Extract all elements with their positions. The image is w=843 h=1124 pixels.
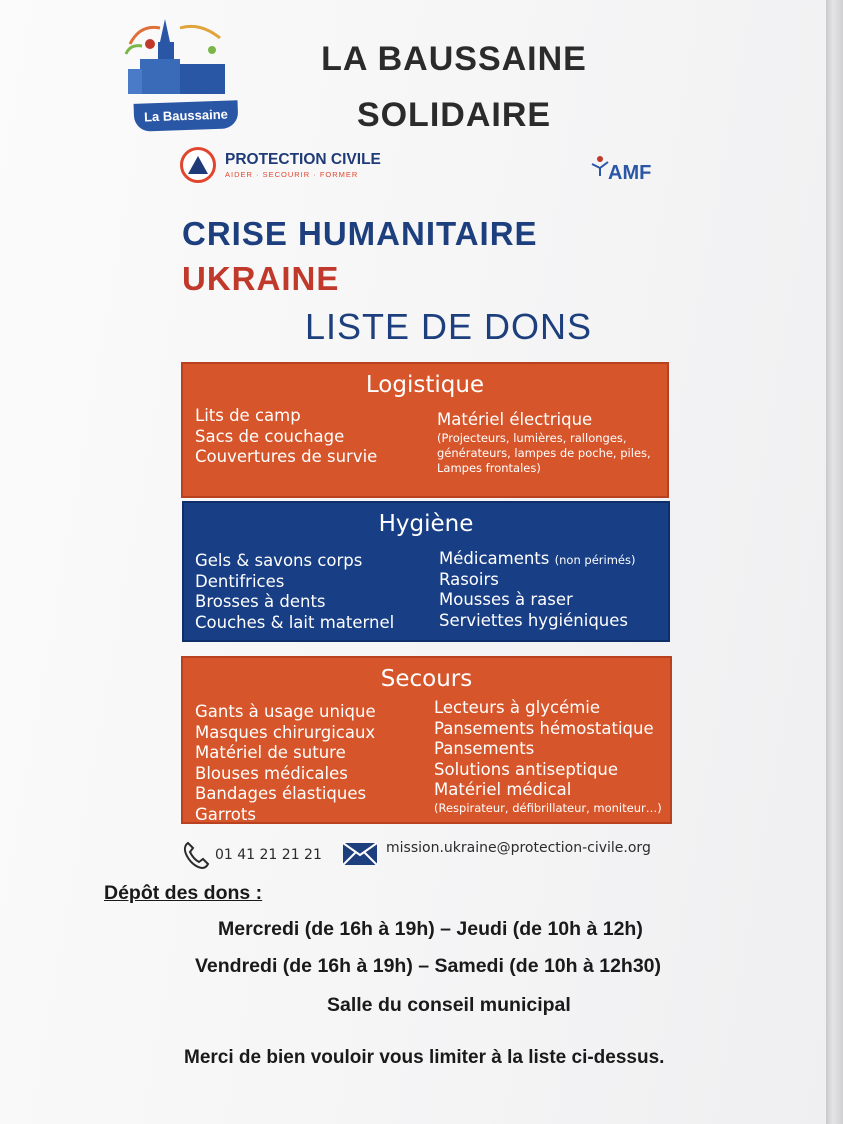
- footer-note: Merci de bien vouloir vous limiter à la liste ci-dessus.: [184, 1047, 665, 1068]
- list-item: Sacs de couchage: [195, 426, 345, 446]
- hygiene-left-list: [195, 551, 394, 633]
- amf-text: AMF: [608, 162, 652, 184]
- title-line-1: LA BAUSSAINE: [321, 40, 587, 78]
- list-item: Garrots: [195, 804, 256, 824]
- list-item: Solutions antiseptique: [434, 759, 619, 779]
- list-item: Pansements hémostatique: [434, 718, 654, 738]
- hygiene-right-list: [439, 549, 635, 631]
- list-item: Couvertures de survie: [195, 447, 378, 466]
- list-note: (Projecteurs, lumières, rallonges,: [437, 430, 627, 445]
- list-item: Masques chirurgicaux: [195, 722, 376, 742]
- phone-icon: [182, 840, 212, 870]
- section-title-hygiene: Hygiène: [378, 511, 474, 537]
- protection-civile-logo: [180, 145, 410, 190]
- list-note: (Respirateur, défibrillateur, moniteur…): [434, 800, 662, 815]
- list-item: Mousses à raser: [439, 590, 573, 609]
- logo-text: La Baussaine: [143, 106, 229, 125]
- list-item: Rasoirs: [439, 569, 499, 589]
- list-item: Matériel électrique: [437, 410, 593, 429]
- list-item: [439, 549, 635, 570]
- protection-civile-name: PROTECTION CIVILE: [225, 151, 381, 168]
- depot-hours-line-2: Vendredi (de 16h à 19h) – Samedi (de 10h à 12h30): [195, 955, 662, 977]
- depot-hours-line-1: Mercredi (de 16h à 19h) – Jeudi (de 10h à 12h): [218, 918, 643, 940]
- list-item: Blouses médicales: [195, 763, 348, 783]
- la-baussaine-logo: [120, 14, 242, 130]
- list-item: Lecteurs à glycémie: [434, 698, 601, 717]
- secours-left-list: [195, 702, 376, 825]
- section-hygiene: [182, 501, 670, 642]
- secours-right-list: [434, 698, 662, 816]
- list-item: Brosses à dents: [195, 592, 326, 611]
- list-item: Couches & lait maternel: [195, 612, 395, 632]
- amf-figure-icon: [590, 154, 610, 178]
- depot-place: Salle du conseil municipal: [327, 994, 571, 1016]
- list-item: Bandages élastiques: [195, 784, 367, 803]
- logistique-right-list: [437, 410, 651, 476]
- headline-liste-de-dons: LISTE DE DONS: [305, 306, 593, 347]
- list-note: générateurs, lampes de poche, piles,: [437, 445, 651, 460]
- list-note: Lampes frontales): [437, 460, 541, 475]
- phone-number[interactable]: 01 41 21 21 21: [215, 847, 322, 863]
- logo-plate: [134, 100, 239, 132]
- list-item: Dentifrices: [195, 571, 285, 591]
- title-line-2: SOLIDAIRE: [356, 96, 552, 134]
- section-title-secours: Secours: [380, 666, 473, 692]
- headline-ukraine: UKRAINE: [182, 260, 340, 297]
- headline-crise: CRISE HUMANITAIRE: [182, 215, 538, 252]
- section-title-logistique: Logistique: [365, 372, 485, 398]
- list-item: Matériel médical: [434, 780, 572, 799]
- list-item: Matériel de suture: [195, 743, 346, 762]
- protection-civile-tagline: AIDER · SECOURIR · FORMER: [225, 170, 359, 179]
- logistique-left-list: [195, 406, 377, 468]
- amf-logo: [588, 150, 678, 195]
- protection-civile-triangle-icon: [180, 147, 216, 183]
- email-link[interactable]: mission.ukraine@protection-civile.org: [386, 840, 651, 856]
- section-secours: [181, 656, 672, 824]
- envelope-icon: [342, 842, 378, 866]
- section-logistique: [181, 362, 669, 498]
- list-item: Gels & savons corps: [195, 551, 363, 570]
- list-item: Gants à usage unique: [195, 702, 376, 721]
- paper-edge: [826, 0, 843, 1124]
- depot-heading: Dépôt des dons :: [104, 882, 263, 904]
- list-item: Serviettes hygiéniques: [439, 610, 628, 630]
- list-note: (non périmés): [554, 553, 636, 567]
- list-item: Lits de camp: [195, 406, 301, 425]
- list-item: Pansements: [434, 739, 535, 758]
- list-item-label: Médicaments: [439, 549, 550, 568]
